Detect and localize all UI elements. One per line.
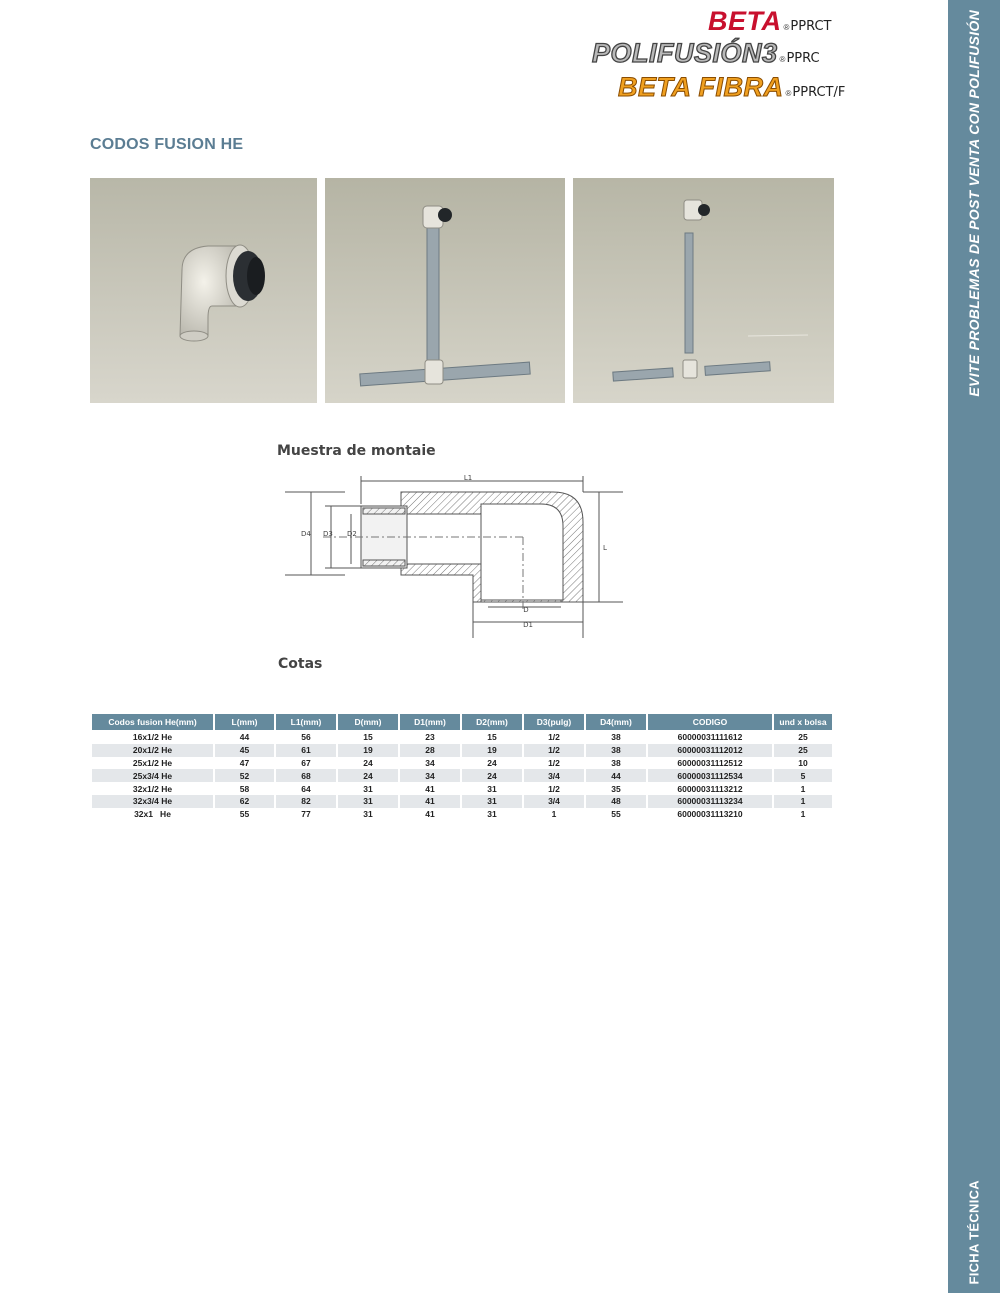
cell-l1: 56 xyxy=(276,731,336,744)
cell-codos: 32x3/4 He xyxy=(92,795,213,808)
cell-d1: 34 xyxy=(400,757,460,770)
brand-polifusion xyxy=(592,38,820,69)
col-header-l1: L1(mm) xyxy=(276,714,336,731)
dimension-diagram xyxy=(283,470,628,645)
cell-d1: 41 xyxy=(400,782,460,795)
table-row xyxy=(92,808,832,821)
cell-und: 5 xyxy=(774,769,832,782)
section-title: CODOS FUSION HE xyxy=(90,136,244,153)
cell-l1: 64 xyxy=(276,782,336,795)
cell-d2: 31 xyxy=(462,782,522,795)
cell-codos: 16x1/2 He xyxy=(92,731,213,744)
table-row xyxy=(92,744,832,757)
cell-codigo: 60000031113212 xyxy=(648,782,772,795)
cell-d2: 15 xyxy=(462,731,522,744)
cell-codos: 32x1/2 He xyxy=(92,782,213,795)
cell-d2: 31 xyxy=(462,795,522,808)
col-header-d2: D2(mm) xyxy=(462,714,522,731)
cell-und: 25 xyxy=(774,744,832,757)
cell-d3: 3/4 xyxy=(524,795,584,808)
cell-d: 31 xyxy=(338,782,398,795)
brand-beta-name: BETA xyxy=(708,6,782,36)
caption-muestra: Muestra de montaie xyxy=(277,443,436,459)
table-header-row xyxy=(92,714,832,731)
cell-d4: 48 xyxy=(586,795,646,808)
cell-d3: 1/2 xyxy=(524,731,584,744)
cell-d: 19 xyxy=(338,744,398,757)
col-header-d: D(mm) xyxy=(338,714,398,731)
cell-d1: 41 xyxy=(400,808,460,821)
cell-d1: 28 xyxy=(400,744,460,757)
col-header-l: L(mm) xyxy=(215,714,274,731)
cell-und: 1 xyxy=(774,782,832,795)
cell-codos: 25x3/4 He xyxy=(92,769,213,782)
cell-d: 31 xyxy=(338,808,398,821)
cell-und: 1 xyxy=(774,808,832,821)
cell-l: 55 xyxy=(215,808,274,821)
table-row xyxy=(92,769,832,782)
photo-exploded xyxy=(573,178,834,403)
diagram-label-d1: D1 xyxy=(523,621,533,629)
brand-beta xyxy=(708,6,832,37)
cell-d4: 44 xyxy=(586,769,646,782)
cell-und: 1 xyxy=(774,795,832,808)
cell-d4: 35 xyxy=(586,782,646,795)
cell-d2: 24 xyxy=(462,757,522,770)
cell-l: 45 xyxy=(215,744,274,757)
cell-d2: 19 xyxy=(462,744,522,757)
cell-codigo: 60000031112512 xyxy=(648,757,772,770)
cell-d: 15 xyxy=(338,731,398,744)
cell-d2: 24 xyxy=(462,769,522,782)
sidebar-slogan: EVITE PROBLEMAS DE POST VENTA CON POLIFUSIÓN xyxy=(966,10,982,397)
brand-fibra-name: BETA FIBRA xyxy=(618,72,784,102)
col-header-codigo: CODIGO xyxy=(648,714,772,731)
diagram-label-l1: L1 xyxy=(463,474,473,482)
cell-d1: 23 xyxy=(400,731,460,744)
cell-codos: 20x1/2 He xyxy=(92,744,213,757)
diagram-label-d: D xyxy=(523,606,529,614)
cell-l: 44 xyxy=(215,731,274,744)
cell-d: 24 xyxy=(338,769,398,782)
cell-d1: 34 xyxy=(400,769,460,782)
cell-d3: 1 xyxy=(524,808,584,821)
brand-beta-reg: ® xyxy=(783,23,790,32)
cell-codigo: 60000031112012 xyxy=(648,744,772,757)
cell-d3: 1/2 xyxy=(524,757,584,770)
cell-l: 62 xyxy=(215,795,274,808)
spec-table xyxy=(90,714,834,821)
col-header-d3: D3(pulg) xyxy=(524,714,584,731)
cell-l1: 61 xyxy=(276,744,336,757)
cell-l1: 82 xyxy=(276,795,336,808)
cell-l: 52 xyxy=(215,769,274,782)
cell-codigo: 60000031113210 xyxy=(648,808,772,821)
cell-und: 25 xyxy=(774,731,832,744)
col-header-d4: D4(mm) xyxy=(586,714,646,731)
sidebar-ficha-tecnica: FICHA TÉCNICA xyxy=(966,1180,982,1285)
diagram-label-d2: D2 xyxy=(347,530,357,538)
caption-cotas: Cotas xyxy=(278,656,323,672)
diagram-label-d4: D4 xyxy=(301,530,311,538)
brand-beta-sub: PPRCT xyxy=(790,19,832,34)
brand-beta-fibra xyxy=(618,72,845,103)
photo-assembly xyxy=(325,178,565,403)
cell-d4: 38 xyxy=(586,757,646,770)
cell-codos: 32x1 He xyxy=(92,808,213,821)
col-header-und: und x bolsa xyxy=(774,714,832,731)
cell-d3: 1/2 xyxy=(524,782,584,795)
cell-d3: 1/2 xyxy=(524,744,584,757)
cell-l1: 67 xyxy=(276,757,336,770)
cell-d4: 55 xyxy=(586,808,646,821)
table-row xyxy=(92,757,832,770)
brand-fibra-sub: PPRCT/F xyxy=(792,85,846,100)
cell-l1: 77 xyxy=(276,808,336,821)
diagram-label-l: L xyxy=(603,544,607,552)
col-header-d1: D1(mm) xyxy=(400,714,460,731)
table-row xyxy=(92,795,832,808)
cell-codos: 25x1/2 He xyxy=(92,757,213,770)
table-row xyxy=(92,782,832,795)
cell-codigo: 60000031112534 xyxy=(648,769,772,782)
cell-l: 58 xyxy=(215,782,274,795)
cell-und: 10 xyxy=(774,757,832,770)
cell-d2: 31 xyxy=(462,808,522,821)
photo-elbow xyxy=(90,178,317,403)
brand-polifusion-name: POLIFUSIÓN3 xyxy=(592,38,778,68)
brand-fibra-reg: ® xyxy=(785,89,792,98)
cell-codigo: 60000031111612 xyxy=(648,731,772,744)
cell-d4: 38 xyxy=(586,744,646,757)
cell-l1: 68 xyxy=(276,769,336,782)
col-header-codos: Codos fusion He(mm) xyxy=(92,714,213,731)
cell-d1: 41 xyxy=(400,795,460,808)
diagram-label-d3: D3 xyxy=(323,530,333,538)
cell-d3: 3/4 xyxy=(524,769,584,782)
sidebar xyxy=(948,0,1000,1293)
cell-d: 24 xyxy=(338,757,398,770)
cell-codigo: 60000031113234 xyxy=(648,795,772,808)
brand-polifusion-sub: PPRC xyxy=(786,51,820,66)
cell-d4: 38 xyxy=(586,731,646,744)
cell-l: 47 xyxy=(215,757,274,770)
cell-d: 31 xyxy=(338,795,398,808)
brand-polifusion-reg: ® xyxy=(779,55,786,64)
table-row xyxy=(92,731,832,744)
